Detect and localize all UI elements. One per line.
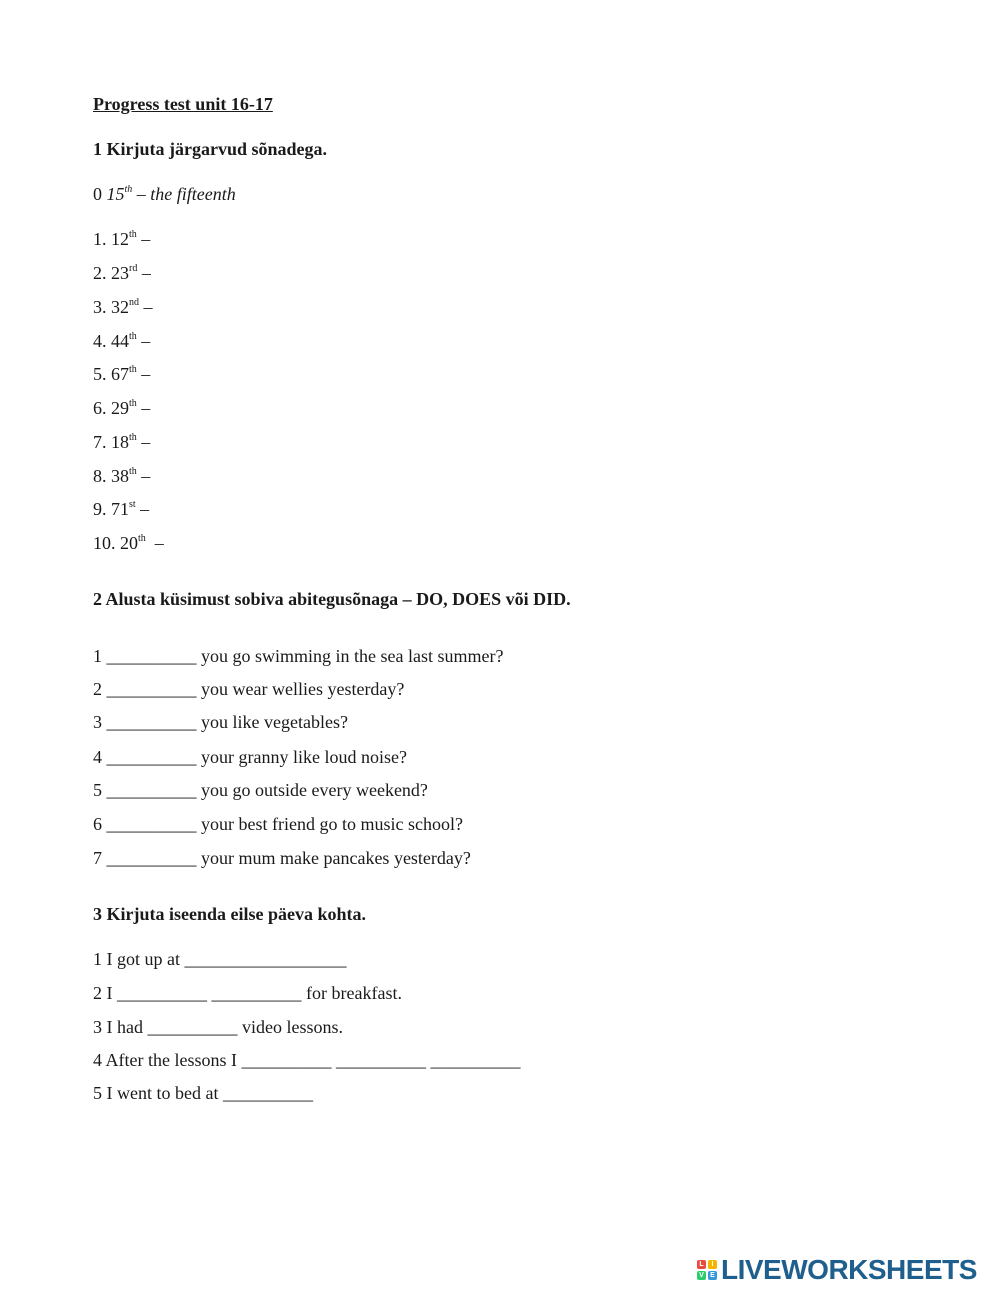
question-item-3: 3 __________ you like vegetables? — [93, 712, 348, 732]
ordinal-item-10: 10. 20th – — [93, 533, 164, 553]
ordinal-item-1: 1. 12th – — [93, 229, 151, 249]
section1-heading: 1 Kirjuta järgarvud sõnadega. — [93, 139, 327, 159]
day-item-5: 5 I went to bed at __________ — [93, 1083, 313, 1103]
section3-heading: 3 Kirjuta iseenda eilse päeva kohta. — [93, 904, 366, 924]
section1-example: 0 15th – the fifteenth — [93, 184, 236, 204]
logo-mark-letter-l: L — [697, 1260, 706, 1269]
question-item-1: 1 __________ you go swimming in the sea last summer? — [93, 646, 504, 666]
ordinal-item-7: 7. 18th – — [93, 432, 151, 452]
liveworksheets-logo — [697, 1254, 977, 1286]
question-item-4: 4 __________ your granny like loud noise? — [93, 747, 407, 767]
day-item-2: 2 I __________ __________ for breakfast. — [93, 983, 402, 1003]
liveworksheets-logo-text: LIVEWORKSHEETS — [721, 1254, 977, 1285]
day-item-3: 3 I had __________ video lessons. — [93, 1017, 343, 1037]
page-title: Progress test unit 16-17 — [93, 94, 273, 114]
day-item-4: 4 After the lessons I __________ __________ __________ — [93, 1050, 521, 1070]
ordinal-item-2: 2. 23rd – — [93, 263, 151, 283]
ordinal-item-3: 3. 32nd – — [93, 297, 153, 317]
ordinal-item-5: 5. 67th – — [93, 364, 151, 384]
question-item-6: 6 __________ your best friend go to music school? — [93, 814, 463, 834]
ordinal-item-8: 8. 38th – — [93, 466, 151, 486]
ordinal-item-9: 9. 71st – — [93, 499, 150, 519]
ordinal-item-4: 4. 44th – — [93, 331, 151, 351]
section2-heading: 2 Alusta küsimust sobiva abitegusõnaga – DO, DOES või DID. — [93, 589, 571, 609]
logo-mark-letter-e: E — [708, 1271, 717, 1280]
question-item-2: 2 __________ you wear wellies yesterday? — [93, 679, 405, 699]
logo-mark-letter-v: V — [697, 1271, 706, 1280]
logo-mark-letter-i: I — [708, 1260, 717, 1269]
question-item-7: 7 __________ your mum make pancakes yesterday? — [93, 848, 471, 868]
day-item-1: 1 I got up at __________________ — [93, 949, 347, 969]
liveworksheets-logo-mark — [697, 1260, 717, 1280]
question-item-5: 5 __________ you go outside every weekend? — [93, 780, 428, 800]
ordinal-item-6: 6. 29th – — [93, 398, 151, 418]
